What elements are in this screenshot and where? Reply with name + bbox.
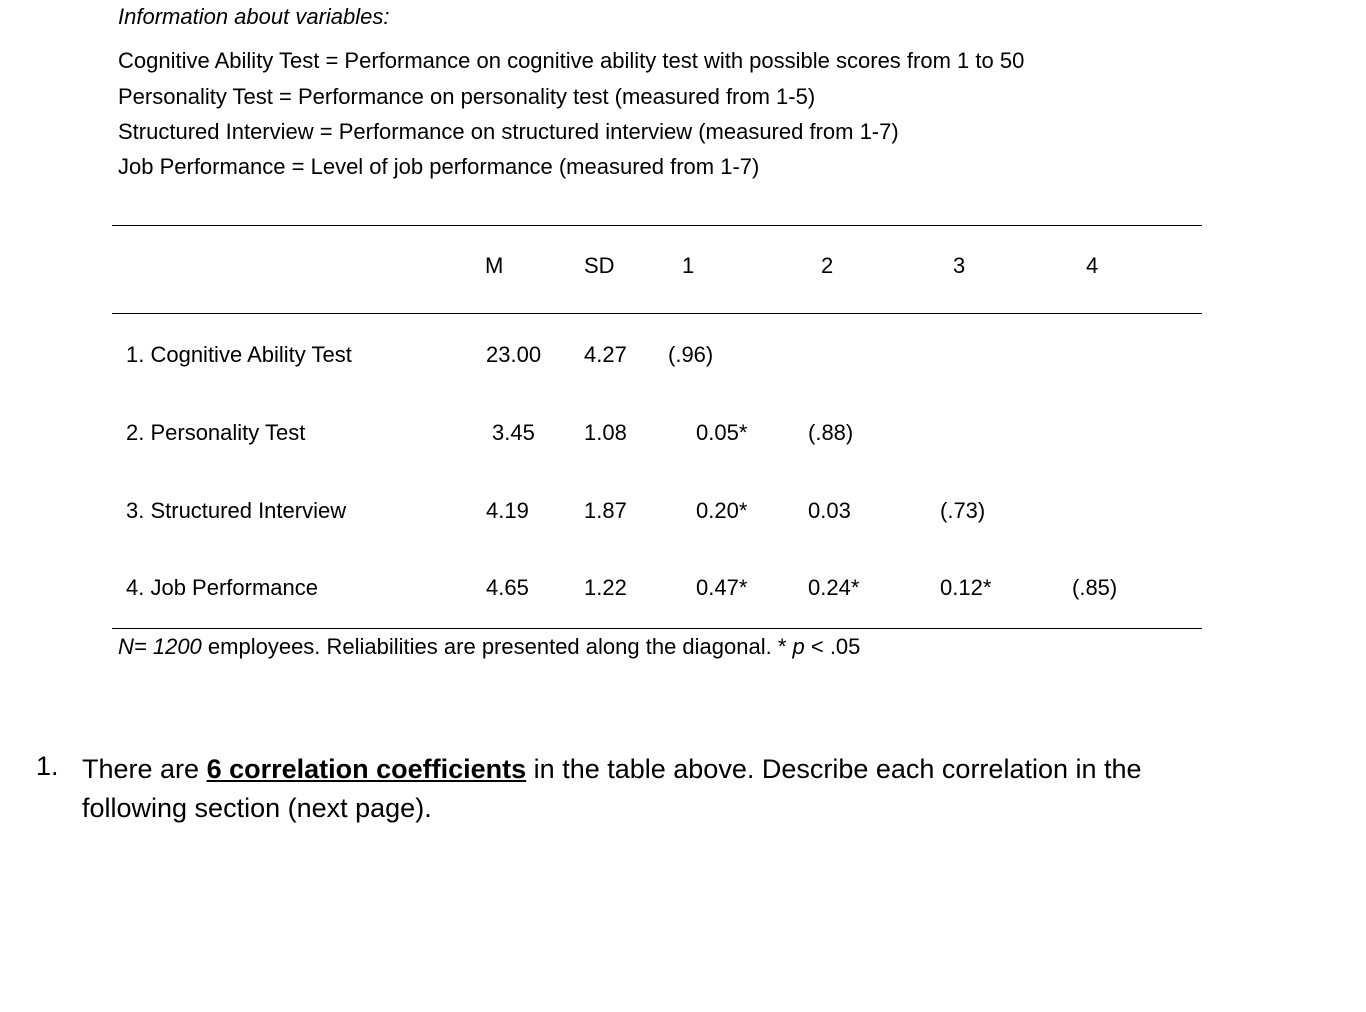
mean-value: 3.45 xyxy=(492,420,535,445)
question-number: 1. xyxy=(36,751,59,781)
reliability-value: (.96) xyxy=(668,342,714,367)
correlation-value: 0.47* xyxy=(696,575,748,600)
question-emphasis: 6 correlation coefficients xyxy=(206,754,527,784)
header-col-1: 1 xyxy=(682,253,695,278)
header-mean: M xyxy=(485,253,504,278)
header-col-4: 4 xyxy=(1086,253,1099,278)
sd-value: 1.08 xyxy=(584,420,627,445)
question-text xyxy=(82,750,1242,828)
header-col-2: 2 xyxy=(821,253,834,278)
correlation-value: 0.05* xyxy=(696,420,748,445)
correlation-value: 0.03 xyxy=(808,498,851,523)
correlation-value: 0.20* xyxy=(696,498,748,523)
table-bottom-rule xyxy=(112,628,1202,629)
p-threshold: < .05 xyxy=(804,634,861,659)
variable-definition-interview: Structured Interview = Performance on structured interview (measured from 1-7) xyxy=(118,119,899,144)
header-sd: SD xyxy=(584,253,615,278)
table-note xyxy=(118,634,860,660)
header-col-3: 3 xyxy=(953,253,966,278)
correlation-value: 0.24* xyxy=(808,575,860,600)
row-label: 1. Cognitive Ability Test xyxy=(126,342,352,367)
sd-value: 1.22 xyxy=(584,575,627,600)
question-suffix: in the table above. Describe each correlation in the following section (next page). xyxy=(82,754,1142,823)
variable-definition-cognitive: Cognitive Ability Test = Performance on cognitive ability test with possible scores from 1 to 50 xyxy=(118,48,1025,73)
note-text: employees. Reliabilities are presented along the diagonal. * xyxy=(201,634,793,659)
mean-value: 4.19 xyxy=(486,498,529,523)
reliability-value: (.73) xyxy=(940,498,986,523)
row-label: 3. Structured Interview xyxy=(126,498,347,523)
p-symbol: p xyxy=(792,634,805,659)
mean-value: 23.00 xyxy=(486,342,542,367)
row-label: 2. Personality Test xyxy=(126,420,306,445)
variable-definition-job-performance: Job Performance = Level of job performance (measured from 1-7) xyxy=(118,154,760,179)
correlation-value: 0.12* xyxy=(940,575,992,600)
reliability-value: (.85) xyxy=(1072,575,1118,600)
table-header-rule xyxy=(112,313,1202,314)
row-label: 4. Job Performance xyxy=(126,575,318,600)
table-top-rule xyxy=(112,225,1202,226)
question-prefix: There are xyxy=(82,754,207,784)
reliability-value: (.88) xyxy=(808,420,854,445)
variables-heading: Information about variables: xyxy=(118,4,390,29)
variable-definition-personality: Personality Test = Performance on personality test (measured from 1-5) xyxy=(118,84,816,109)
mean-value: 4.65 xyxy=(486,575,529,600)
sample-size-label: N= 1200 xyxy=(118,634,202,659)
sd-value: 1.87 xyxy=(584,498,627,523)
sd-value: 4.27 xyxy=(584,342,627,367)
